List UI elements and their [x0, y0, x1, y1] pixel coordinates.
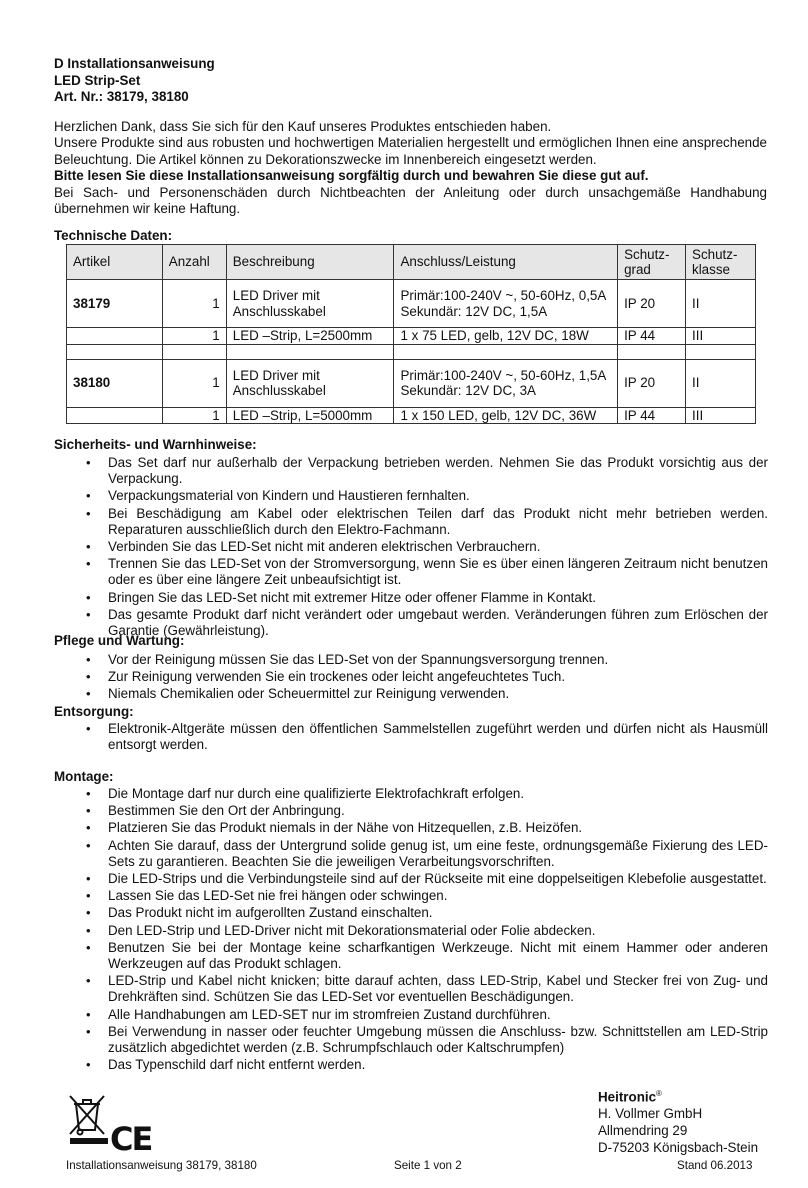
- list-item: • Bringen Sie das LED-Set nicht mit extremer Hitze oder offener Flamme in Kontakt.: [84, 590, 768, 606]
- table-header-cell: Artikel: [67, 245, 163, 280]
- registered-mark: ®: [656, 1089, 662, 1098]
- document-header: [54, 56, 215, 106]
- list-item: • Bei Verwendung in nasser oder feuchter Umgebung müssen die Anschluss- bzw. Schnittstellen am LED-Strip zusätzlich abgedichtet werden (z.B. Schrumpfschlauch oder Kaltschrumpfen): [84, 1024, 768, 1056]
- table-cell-anzahl: 1: [162, 280, 226, 328]
- table-cell-anschluss: Primär:100-240V ~, 50-60Hz, 0,5A Sekundär: 12V DC, 1,5A: [394, 280, 618, 328]
- list-item: • Verpackungsmaterial von Kindern und Haustieren fernhalten.: [84, 488, 768, 504]
- table-cell-schutzgrad: IP 44: [618, 407, 686, 424]
- list-item: • Den LED-Strip und LED-Driver nicht mit Dekorationsmaterial oder Folie abdecken.: [84, 923, 768, 939]
- list-item: • Das gesamte Produkt darf nicht verändert oder umgebaut werden. Veränderungen führen zum Erlöschen der Garantie (Gewährleistung).: [84, 607, 768, 639]
- table-spacer-row: [67, 344, 756, 359]
- list-item: • Elektronik-Altgeräte müssen den öffentlichen Sammelstellen zugeführt werden und dürfen nicht als Hausmüll entsorgt werden.: [84, 721, 768, 753]
- safety-list: [84, 455, 768, 640]
- table-cell-artikel: 38179: [67, 280, 163, 328]
- intro-text: [54, 119, 767, 217]
- list-item: • Das Set darf nur außerhalb der Verpackung betrieben werden. Nehmen Sie das Produkt vorsichtig aus der Verpackung.: [84, 455, 768, 487]
- compliance-logos: [64, 1092, 164, 1162]
- list-item: • Verbinden Sie das LED-Set nicht mit anderen elektrischen Verbrauchern.: [84, 539, 768, 555]
- intro-thanks: Herzlichen Dank, dass Sie sich für den Kauf unseres Produktes entschieden haben.: [54, 119, 552, 134]
- table-cell-schutzklasse: III: [686, 407, 756, 424]
- header-title: D Installationsanweisung: [54, 56, 215, 71]
- company-brand: Heitronic: [598, 1089, 657, 1105]
- list-item: • Achten Sie darauf, dass der Untergrund solide genug ist, um eine feste, ordnungsgemäße Fixierung des LED-Sets zu garantieren. Beachten Sie die jeweiligen Verarbeitungsvorschriften.: [84, 838, 768, 870]
- table-header-cell: Schutz-grad: [618, 245, 686, 280]
- disposal-title: Entsorgung:: [54, 704, 134, 719]
- table-cell-anzahl: 1: [162, 328, 226, 345]
- company-street: Allmendring 29: [598, 1123, 688, 1139]
- list-item: • Alle Handhabungen am LED-SET nur im stromfreien Zustand durchführen.: [84, 1007, 768, 1023]
- list-item: • Bei Beschädigung am Kabel oder elektrischen Teilen darf das Produkt nicht mehr betrieben werden. Reparaturen ausschließlich durch den Elektro-Fachmann.: [84, 506, 768, 538]
- table-row: [67, 328, 756, 345]
- table-cell-schutzklasse: III: [686, 328, 756, 345]
- table-cell-anschluss: 1 x 150 LED, gelb, 12V DC, 36W: [394, 407, 618, 424]
- list-item: • Lassen Sie das LED-Set nie frei hängen oder schwingen.: [84, 888, 768, 904]
- list-item: • Die Montage darf nur durch eine qualifizierte Elektrofachkraft erfolgen.: [84, 786, 768, 802]
- ce-mark-icon: CE: [110, 1120, 152, 1158]
- safety-title: Sicherheits- und Warnhinweise:: [54, 437, 257, 452]
- table-cell-beschreibung: LED Driver mit Anschlusskabel: [226, 359, 394, 407]
- list-item: • Niemals Chemikalien oder Scheuermittel zur Reinigung verwenden.: [84, 686, 768, 702]
- list-item: • Zur Reinigung verwenden Sie ein trockenes oder leicht angefeuchtetes Tuch.: [84, 669, 768, 685]
- table-cell-schutzgrad: IP 44: [618, 328, 686, 345]
- table-cell-schutzgrad: IP 20: [618, 280, 686, 328]
- header-product: LED Strip-Set: [54, 72, 141, 88]
- company-address: [598, 1085, 758, 1156]
- list-item: • LED-Strip und Kabel nicht knicken; bitte darauf achten, dass LED-Strip, Kabel und Stecker frei von Zug- und Drehkräften sind. Schützen Sie das LED-Set vor eventuellen Beschädigungen.: [84, 973, 768, 1005]
- table-cell-artikel: [67, 328, 163, 345]
- table-cell-anzahl: 1: [162, 359, 226, 407]
- table-header-cell: Schutz-klasse: [686, 245, 756, 280]
- care-title: Pflege und Wartung:: [54, 633, 185, 648]
- mounting-list: [84, 786, 768, 1074]
- footer-date: Stand 06.2013: [677, 1159, 753, 1172]
- tech-data-title: Technische Daten:: [54, 228, 173, 243]
- table-cell-artikel: 38180: [67, 359, 163, 407]
- list-item: • Platzieren Sie das Produkt niemals in der Nähe von Hitzequellen, z.B. Heizöfen.: [84, 820, 768, 836]
- table-header-cell: Anzahl: [162, 245, 226, 280]
- list-item: • Die LED-Strips und die Verbindungsteile sind auf der Rückseite mit eine doppelseitigen Klebefolie ausgestattet.: [84, 871, 768, 887]
- care-list: [84, 652, 768, 704]
- table-row: [67, 407, 756, 424]
- table-header-cell: Anschluss/Leistung: [394, 245, 618, 280]
- table-row: [67, 359, 756, 407]
- table-cell-schutzgrad: IP 20: [618, 359, 686, 407]
- intro-read-instructions: Bitte lesen Sie diese Installationsanweisung sorgfältig durch und bewahren Sie diese gut auf.: [54, 168, 649, 184]
- table-cell-schutzklasse: II: [686, 280, 756, 328]
- intro-liability: Bei Sach- und Personenschäden durch Nichtbeachten der Anleitung oder durch unsachgemäße Handhabung übernehmen wir keine Haftung.: [54, 184, 767, 217]
- table-cell-schutzklasse: II: [686, 359, 756, 407]
- table-cell-beschreibung: LED –Strip, L=5000mm: [226, 407, 394, 424]
- list-item: • Trennen Sie das LED-Set von der Stromversorgung, wenn Sie es über einen längeren Zeitraum nicht benutzen oder es über eine längere Zeit unbeaufsichtigt ist.: [84, 556, 768, 588]
- table-cell-anschluss: 1 x 75 LED, gelb, 12V DC, 18W: [394, 328, 618, 345]
- footer-page-number: Seite 1 von 2: [394, 1159, 462, 1172]
- footer-document-name: Installationsanweisung 38179, 38180: [66, 1159, 257, 1172]
- list-item: • Bestimmen Sie den Ort der Anbringung.: [84, 803, 768, 819]
- table-cell-anzahl: 1: [162, 407, 226, 424]
- mounting-title: Montage:: [54, 769, 114, 784]
- disposal-list: [84, 721, 768, 754]
- header-article-numbers: Art. Nr.: 38179, 38180: [54, 89, 189, 104]
- table-cell-artikel: [67, 407, 163, 424]
- table-cell-beschreibung: LED –Strip, L=2500mm: [226, 328, 394, 345]
- list-item: • Vor der Reinigung müssen Sie das LED-Set von der Spannungsversorgung trennen.: [84, 652, 768, 668]
- table-cell-beschreibung: LED Driver mit Anschlusskabel: [226, 280, 394, 328]
- list-item: • Benutzen Sie bei der Montage keine scharfkantigen Werkzeuge. Nicht mit einem Hammer oder anderen Werkzeugen auf das Produkt schlagen.: [84, 940, 768, 972]
- company-name: H. Vollmer GmbH: [598, 1106, 703, 1122]
- company-city: D-75203 Königsbach-Stein: [598, 1140, 759, 1156]
- table-header-row: [67, 245, 756, 280]
- list-item: • Das Produkt nicht im aufgerollten Zustand einschalten.: [84, 905, 768, 921]
- tech-data-table: [66, 244, 756, 424]
- intro-description: Unsere Produkte sind aus robusten und hochwertigen Materialien hergestellt und ermöglichen Ihnen eine ansprechende Beleuchtung. Die Artikel können zu Dekorationszwecke im Innenbereich eingesetzt werden.: [54, 135, 767, 167]
- list-item: • Das Typenschild darf nicht entfernt werden.: [84, 1057, 768, 1073]
- table-row: [67, 280, 756, 328]
- table-cell-anschluss: Primär:100-240V ~, 50-60Hz, 1,5A Sekundär: 12V DC, 3A: [394, 359, 618, 407]
- table-header-cell: Beschreibung: [226, 245, 394, 280]
